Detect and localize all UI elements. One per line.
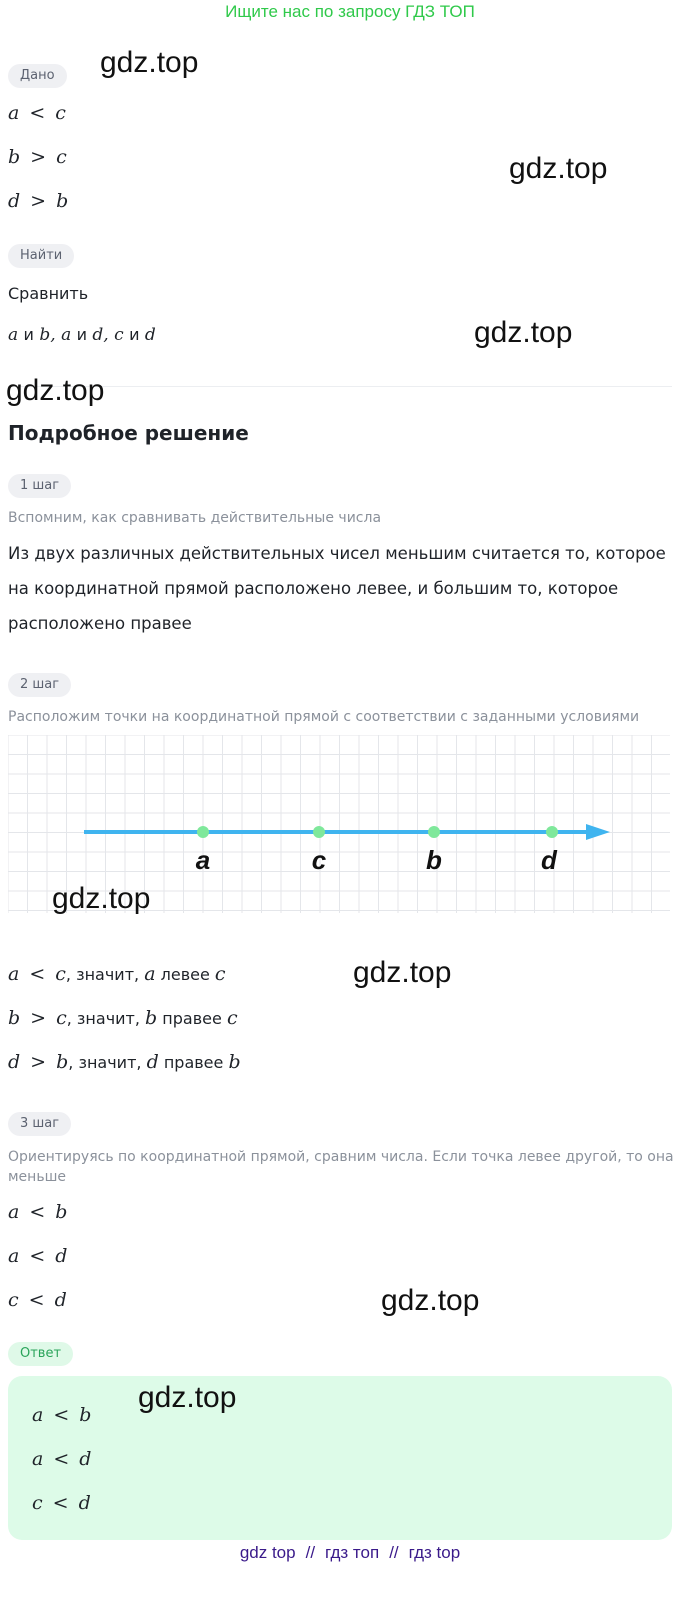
step3-line-1	[8, 1201, 67, 1223]
point-label-c: c	[311, 845, 327, 875]
given-line-1	[8, 102, 66, 124]
step2-badge: 2 шаг	[8, 673, 71, 697]
var: c	[114, 325, 124, 345]
word: и	[23, 325, 34, 344]
step2-line-3	[8, 1051, 241, 1073]
var: c	[226, 1007, 238, 1029]
var: a	[32, 1448, 44, 1470]
word: и	[76, 325, 88, 344]
watermark: gdz.top	[353, 956, 452, 989]
footer-separator: //	[305, 1543, 316, 1562]
var: d	[54, 1289, 67, 1311]
watermark: gdz.top	[509, 152, 608, 185]
answer-line-3	[32, 1492, 91, 1514]
var: a	[8, 1245, 20, 1267]
word: , значит,	[65, 965, 145, 984]
operator: <	[53, 1448, 70, 1470]
var: a	[8, 1201, 20, 1223]
footer-separator: //	[389, 1543, 399, 1562]
word: , значит,	[68, 1053, 147, 1072]
var: d	[79, 1448, 92, 1470]
step1-text: Из двух различных действительных чисел меньшим считается то, которое на координатной прямой расположено левее, и большим то, которое расположено правее	[8, 544, 666, 633]
word: левее	[155, 965, 215, 984]
watermark: gdz.top	[100, 46, 199, 79]
var: b	[56, 1051, 69, 1073]
operator: >	[30, 1007, 47, 1029]
var: b	[55, 1201, 68, 1223]
footer-link-gdz-top[interactable]: gdz top	[239, 1543, 296, 1562]
operator: <	[53, 1404, 70, 1426]
operator: >	[30, 190, 47, 212]
answer-badge: Ответ	[8, 1342, 73, 1366]
point-c	[313, 826, 325, 838]
var: b	[8, 1007, 21, 1029]
var: c	[8, 1289, 19, 1311]
footer-links	[0, 1543, 700, 1563]
operator: <	[29, 102, 46, 124]
var: d	[55, 1245, 68, 1267]
point-a	[197, 826, 209, 838]
var: d	[146, 1051, 159, 1073]
watermark: gdz.top	[381, 1284, 480, 1317]
var: d	[8, 190, 21, 212]
word: , значит,	[66, 1009, 146, 1028]
var: c	[55, 963, 66, 985]
watermark: gdz.top	[6, 374, 105, 407]
var: d	[78, 1492, 91, 1514]
point-label-b: b	[426, 845, 442, 875]
var: b	[8, 146, 21, 168]
footer-link-gdz-top-mixed[interactable]: гдз top	[408, 1543, 461, 1562]
axis-arrow	[586, 824, 610, 840]
word: и	[129, 325, 140, 344]
operator: >	[30, 1051, 47, 1073]
var: b	[79, 1404, 92, 1426]
operator: >	[30, 146, 47, 168]
operator: <	[52, 1492, 69, 1514]
section-divider	[8, 386, 672, 387]
var: b	[56, 190, 69, 212]
step2-note: Расположим точки на координатной прямой с соответствии с заданными условиями	[8, 709, 640, 725]
var: b	[145, 1007, 158, 1029]
point-d	[546, 826, 558, 838]
var: a	[32, 1404, 44, 1426]
var: a	[144, 963, 156, 985]
var: d	[144, 325, 156, 345]
point-label-a: a	[195, 845, 211, 875]
var: c	[56, 1007, 67, 1029]
watermark: gdz.top	[138, 1381, 237, 1414]
var: c	[214, 963, 226, 985]
given-line-2	[8, 146, 67, 168]
var: a	[8, 963, 20, 985]
given-line-3	[8, 190, 68, 212]
var: d	[8, 1051, 21, 1073]
point-label-d: d	[541, 845, 557, 875]
var: d,	[92, 325, 109, 345]
step3-badge: 3 шаг	[8, 1112, 71, 1136]
find-text: Сравнить	[8, 284, 89, 303]
find-pairs	[8, 325, 156, 345]
solution-title: Подробное решение	[8, 421, 249, 445]
answer-line-2	[32, 1448, 91, 1470]
operator: <	[28, 1289, 45, 1311]
step3-note: Ориентируясь по координатной прямой, сравним числа. Если точка левее другой, то она меньше	[8, 1149, 674, 1185]
given-badge: Дано	[8, 64, 67, 88]
var: c	[56, 146, 67, 168]
word: правее	[157, 1009, 227, 1028]
find-badge: Найти	[8, 244, 74, 268]
operator: <	[29, 1245, 46, 1267]
answer-box	[8, 1376, 672, 1540]
var: a	[8, 102, 20, 124]
step2-line-1	[8, 963, 226, 985]
point-b	[428, 826, 440, 838]
word: правее	[158, 1053, 229, 1072]
answer-line-1	[32, 1404, 91, 1426]
var: c	[32, 1492, 43, 1514]
var: a	[8, 325, 19, 345]
var: b	[228, 1051, 241, 1073]
watermark: gdz.top	[52, 882, 151, 915]
step1-note: Вспомним, как сравнивать действительные числа	[8, 510, 382, 526]
watermark: gdz.top	[474, 316, 573, 349]
step2-line-2	[8, 1007, 238, 1029]
step1-badge: 1 шаг	[8, 474, 71, 498]
step3-line-2	[8, 1245, 67, 1267]
var: b,	[39, 325, 56, 345]
var: c	[55, 102, 66, 124]
top-banner: Ищите нас по запросу ГДЗ ТОП	[225, 2, 475, 21]
var: a	[61, 325, 72, 345]
footer-link-gdz-top-ru[interactable]: гдз топ	[325, 1543, 380, 1562]
operator: <	[29, 963, 46, 985]
operator: <	[29, 1201, 46, 1223]
step3-line-3	[8, 1289, 67, 1311]
